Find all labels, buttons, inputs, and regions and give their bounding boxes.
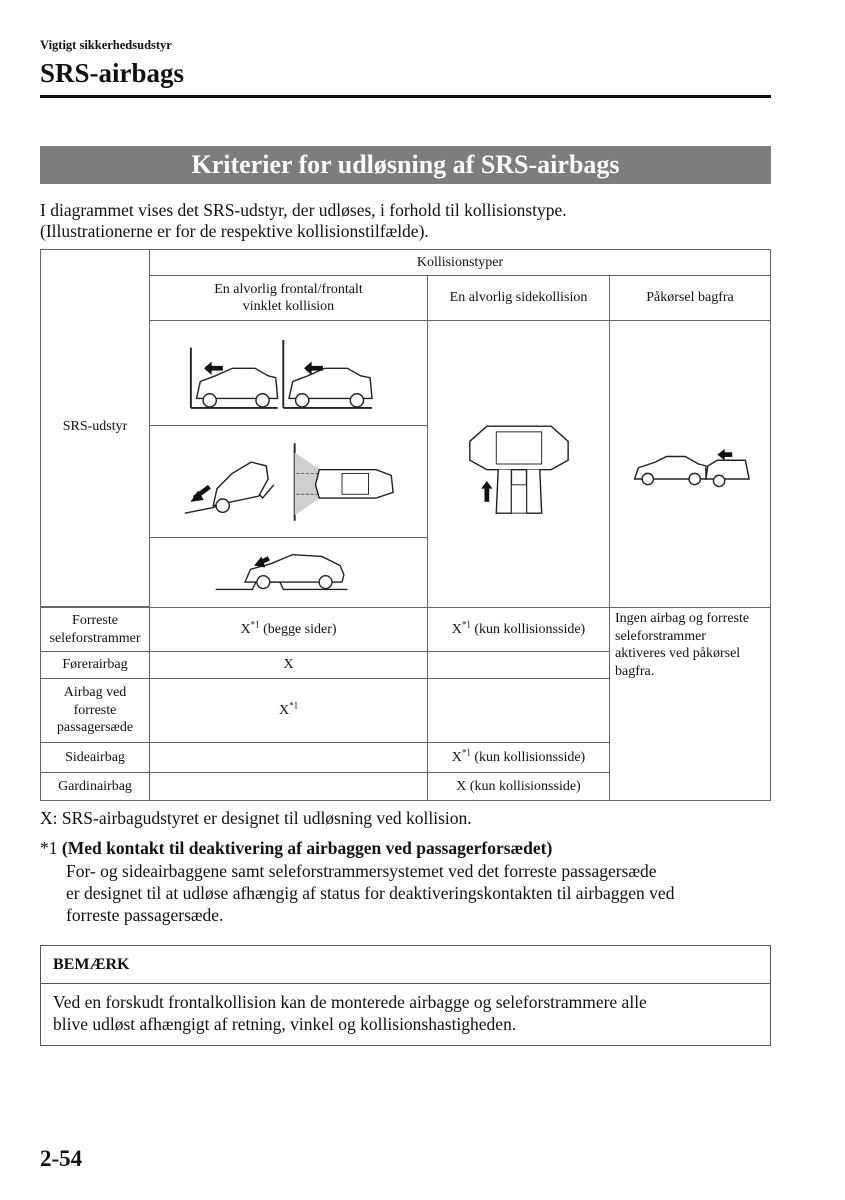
header-frontal-line-2: vinklet kollision <box>242 299 335 314</box>
seatbelt-frontal-cell <box>149 607 428 652</box>
passenger-airbag-side-cell <box>427 678 610 743</box>
section-banner: Kriterier for udløsning af SRS-airbags <box>40 146 771 184</box>
srs-equipment-label: SRS-udstyr <box>40 249 150 607</box>
header-side-collision: En alvorlig sidekollision <box>427 275 610 321</box>
row-label-driver-airbag: Førerairbag <box>40 651 150 679</box>
passenger-label-line-3: passagersæde <box>56 720 134 736</box>
rear-note-line-2: seleforstrammer <box>615 628 706 644</box>
row-label-seatbelt <box>40 607 150 652</box>
side-airbag-side-cell <box>427 742 610 773</box>
header-frontal-line-1: En alvorlig frontal/frontalt <box>214 281 363 297</box>
curtain-airbag-frontal-cell <box>149 772 428 801</box>
footnote-title <box>40 838 552 859</box>
section-label: Vigtigt sikkerhedsudstyr <box>40 38 172 52</box>
row-label-passenger-airbag <box>40 678 150 743</box>
seatbelt-side-footnote-ref: *1 <box>461 619 471 630</box>
row-label-curtain-airbag: Gardinairbag <box>40 772 150 801</box>
remark-line-2: blive udløst afhængigt af retning, vinkel og kollisionshastigheden. <box>53 1014 517 1034</box>
seatbelt-label-line-1: Forreste <box>72 613 118 628</box>
passenger-frontal-footnote-ref: *1 <box>289 700 299 711</box>
intro-line-2: (Illustrationerne er for de respektive kollisionstilfælde). <box>40 221 429 241</box>
rear-collision-note-cell <box>609 607 771 801</box>
passenger-label-line-2: forreste <box>73 702 117 718</box>
passenger-frontal-mark: X <box>278 702 290 718</box>
frontal-head-on-illustration <box>154 323 423 423</box>
intro-line-1: I diagrammet vises det SRS-udstyr, der udløses, i forhold til kollisionstype. <box>40 200 567 220</box>
curtain-airbag-side-cell: X (kun kollisionsside) <box>427 772 610 801</box>
footnote-title-text: (Med kontakt til deaktivering af airbaggen ved passagerforsædet) <box>61 838 553 858</box>
remark-box <box>40 945 771 1046</box>
frontal-angled-illustration <box>154 428 423 535</box>
seatbelt-frontal-mark: X <box>240 621 251 637</box>
legend-x: X: SRS-airbagudstyret er designet til udløsning ved kollision. <box>40 808 472 828</box>
remark-title: BEMÆRK <box>41 946 770 984</box>
rear-note-line-3: aktiveres ved påkørsel <box>615 646 741 661</box>
driver-airbag-frontal-cell: X <box>149 651 428 679</box>
passenger-label-line-1: Airbag ved <box>63 685 127 701</box>
footnote-body-line-1: For- og sideairbaggene samt seleforstrammersystemet ved det forreste passagersæde <box>66 861 657 881</box>
remark-line-1: Ved en forskudt frontalkollision kan de monterede airbagge og seleforstrammere alle <box>53 992 647 1012</box>
frontal-figure-3 <box>149 537 428 608</box>
side-airbag-mark: X <box>451 749 462 765</box>
seatbelt-frontal-text: (begge sider) <box>259 621 337 637</box>
driver-airbag-side-cell <box>427 651 610 679</box>
frontal-figure-2 <box>149 425 428 538</box>
header-rear-collision: Påkørsel bagfra <box>609 275 771 321</box>
rear-collision-illustration <box>614 323 766 605</box>
seatbelt-side-text: (kun kollisionsside) <box>470 621 586 637</box>
page-title: SRS-airbags <box>40 58 185 88</box>
side-airbag-footnote-ref: *1 <box>461 747 471 758</box>
footnote-marker: *1 <box>40 838 62 858</box>
rear-note-line-1: Ingen airbag og forreste <box>615 611 750 626</box>
header-frontal-collision <box>149 275 428 321</box>
page-number: 2-54 <box>40 1146 83 1171</box>
footnote-body-line-3: forreste passagersæde. <box>66 905 224 925</box>
side-airbag-text: (kun kollisionsside) <box>470 749 586 765</box>
seatbelt-side-mark: X <box>451 621 462 637</box>
side-collision-figure <box>427 320 610 608</box>
seatbelt-side-cell <box>427 607 610 652</box>
header-collision-types: Kollisionstyper <box>149 249 771 276</box>
rear-note-line-4: bagfra. <box>615 663 655 679</box>
seatbelt-frontal-footnote-ref: *1 <box>250 619 260 630</box>
side-airbag-frontal-cell <box>149 742 428 773</box>
rear-collision-figure <box>609 320 771 608</box>
frontal-figure-1 <box>149 320 428 426</box>
footnote-body-line-2: er designet til at udløse afhængig af status for deaktiveringskontakten til airbaggen ved <box>66 883 675 903</box>
side-collision-illustration <box>432 323 605 605</box>
passenger-airbag-frontal-cell <box>149 678 428 743</box>
frontal-offset-illustration <box>154 540 423 605</box>
row-label-side-airbag: Sideairbag <box>40 742 150 773</box>
title-rule <box>40 95 771 98</box>
seatbelt-label-line-2: seleforstrammer <box>49 630 141 646</box>
